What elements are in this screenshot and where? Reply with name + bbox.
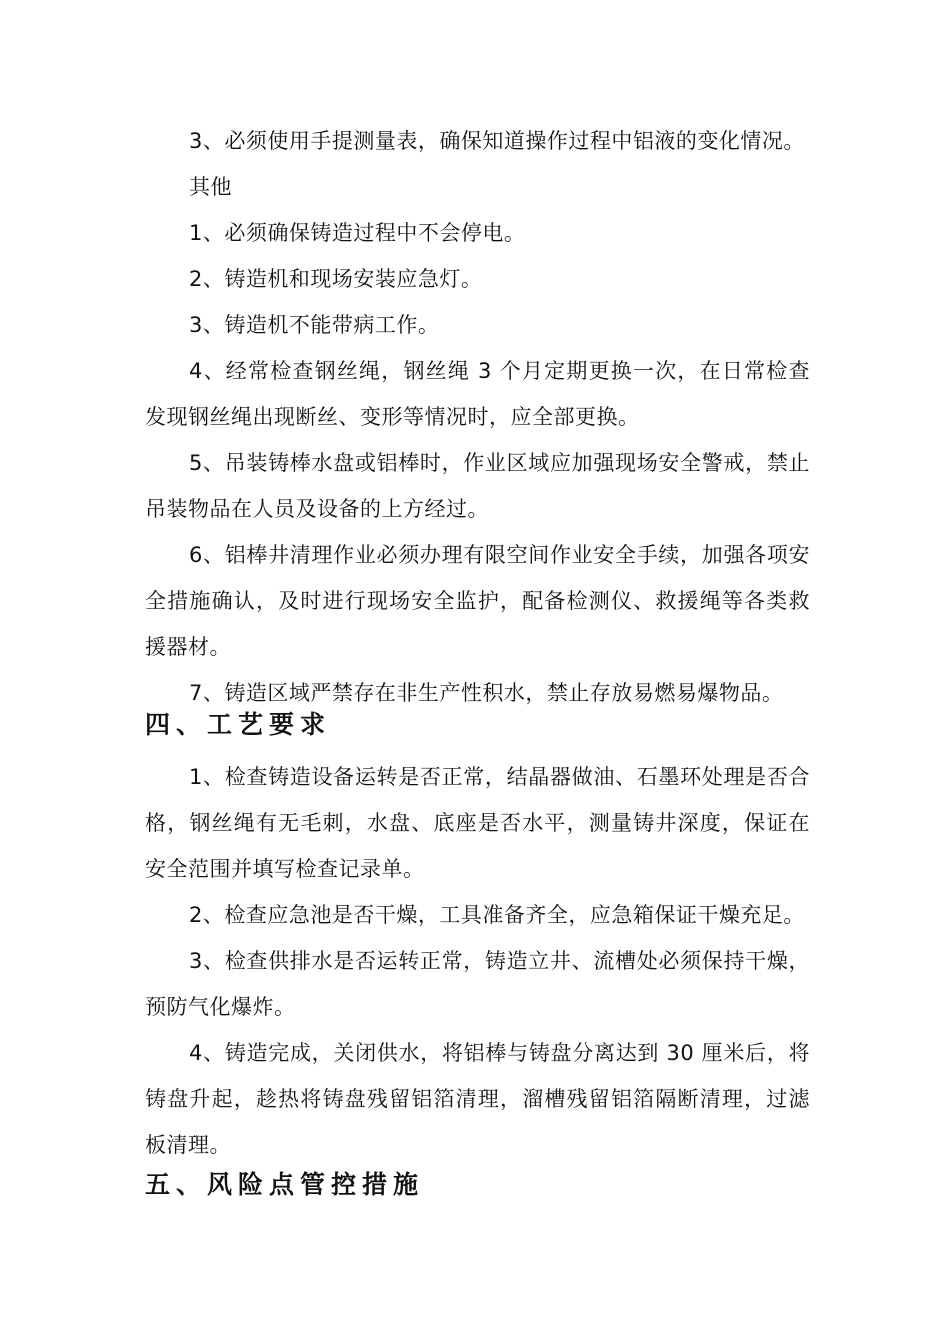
- paragraph-item-3-handheld-meter: 3、必须使用手提测量表，确保知道操作过程中铝液的变化情况。: [189, 129, 805, 153]
- paragraph-other-7: 7、铸造区域严禁存在非生产性积水，禁止存放易燃易爆物品。: [189, 681, 784, 705]
- paragraph-other-6: 6、铝棒井清理作业必须办理有限空间作业安全手续，加强各项安全措施确认，及时进行现场安全监护，配备检测仪、救援绳等各类救援器材。: [145, 543, 810, 659]
- paragraph-process-4: 4、铸造完成，关闭供水，将铝棒与铸盘分离达到 30 厘米后，将铸盘升起，趁热将铸盘残留铝箔清理，溜槽残留铝箔隔断清理，过滤板清理。: [145, 1041, 810, 1157]
- section-heading-4: 四、工艺要求: [145, 710, 332, 739]
- section-heading-5: 五、风险点管控措施: [145, 1170, 425, 1199]
- paragraph-other-2: 2、铸造机和现场安装应急灯。: [189, 267, 483, 291]
- paragraph-process-1: 1、检查铸造设备运转是否正常，结晶器做油、石墨环处理是否合格，钢丝绳有无毛刺，水盘、底座是否水平，测量铸井深度，保证在安全范围并填写检查记录单。: [145, 765, 810, 881]
- paragraph-process-3: 3、检查供排水是否运转正常，铸造立井、流槽处必须保持干燥，预防气化爆炸。: [145, 949, 810, 1019]
- paragraph-other-4: 4、经常检查钢丝绳，钢丝绳 3 个月定期更换一次，在日常检查发现钢丝绳出现断丝、变形等情况时，应全部更换。: [145, 359, 810, 429]
- paragraph-other-5: 5、吊装铸棒水盘或铝棒时，作业区域应加强现场安全警戒，禁止吊装物品在人员及设备的上方经过。: [145, 451, 810, 521]
- subsection-title-other: 其他: [189, 175, 232, 199]
- paragraph-other-3: 3、铸造机不能带病工作。: [189, 313, 440, 337]
- paragraph-other-1: 1、必须确保铸造过程中不会停电。: [189, 221, 526, 245]
- paragraph-process-2: 2、检查应急池是否干燥，工具准备齐全，应急箱保证干燥充足。: [189, 903, 805, 927]
